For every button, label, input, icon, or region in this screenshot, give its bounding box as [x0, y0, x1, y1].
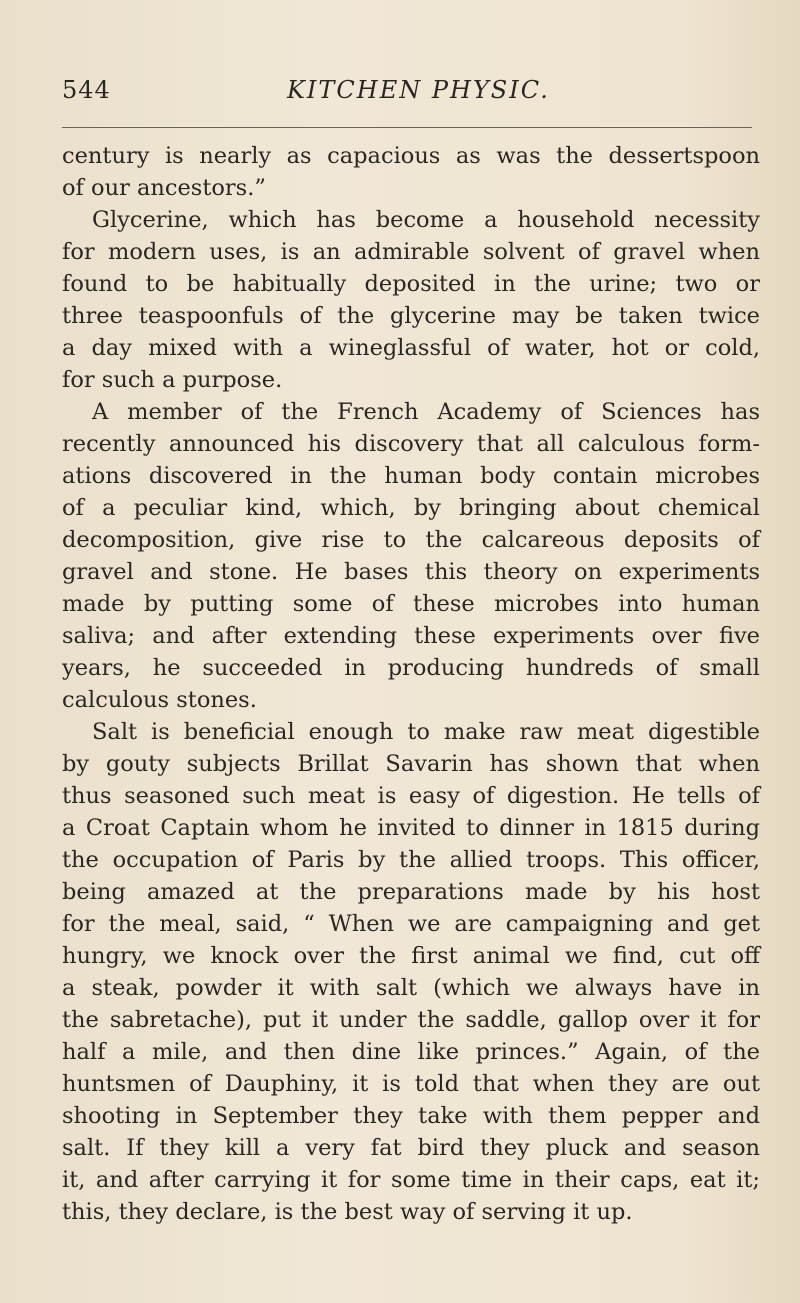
text-line: found to be habitually deposited in the urine; two or — [62, 271, 760, 297]
text-line: this, they declare, is the best way of serving it up. — [62, 1199, 633, 1225]
text-line: by gouty subjects Brillat Savarin has shown that when — [62, 751, 760, 777]
text-line: of our ancestors.” — [62, 175, 266, 201]
text-line: recently announced his discovery that all calculous form- — [62, 431, 760, 457]
text-line: years, he succeeded in producing hundreds of small — [62, 655, 760, 681]
text-line: three teaspoonfuls of the glycerine may be taken twice — [62, 303, 760, 329]
page-number: 544 — [62, 76, 111, 104]
text-line: made by putting some of these microbes into human — [62, 591, 760, 617]
text-line: the occupation of Paris by the allied troops. This officer, — [62, 847, 760, 873]
text-line: calculous stones. — [62, 687, 257, 713]
page-header — [62, 76, 752, 116]
header-rule — [62, 127, 752, 128]
text-line: a steak, powder it with salt (which we always have in — [62, 975, 760, 1001]
text-line: a Croat Captain whom he invited to dinner in 1815 during — [62, 815, 760, 841]
text-line: shooting in September they take with them pepper and — [62, 1103, 760, 1129]
text-line: century is nearly as capacious as was the dessertspoon — [62, 143, 760, 169]
text-line: gravel and stone. He bases this theory on experiments — [62, 559, 760, 585]
paragraph-start-line: Glycerine, which has become a household necessity — [92, 207, 760, 233]
paragraph-start-line: Salt is beneficial enough to make raw meat digestible — [92, 719, 760, 745]
text-line: for modern uses, is an admirable solvent of gravel when — [62, 239, 760, 265]
text-line: hungry, we knock over the first animal we find, cut off — [62, 943, 760, 969]
text-line: decomposition, give rise to the calcareous deposits of — [62, 527, 760, 553]
text-line: ations discovered in the human body contain microbes — [62, 463, 760, 489]
body-text — [62, 140, 760, 1228]
text-line: salt. If they kill a very fat bird they pluck and season — [62, 1135, 760, 1161]
text-line: thus seasoned such meat is easy of digestion. He tells of — [62, 783, 760, 809]
text-line: being amazed at the preparations made by his host — [62, 879, 760, 905]
text-line: half a mile, and then dine like princes.” Again, of the — [62, 1039, 760, 1065]
running-title: KITCHEN PHYSIC. — [287, 76, 550, 104]
text-line: the sabretache), put it under the saddle, gallop over it for — [62, 1007, 760, 1033]
text-line: of a peculiar kind, which, by bringing about chemical — [62, 495, 760, 521]
text-line: it, and after carrying it for some time in their caps, eat it; — [62, 1167, 760, 1193]
text-line: saliva; and after extending these experiments over five — [62, 623, 760, 649]
text-line: huntsmen of Dauphiny, it is told that when they are out — [62, 1071, 760, 1097]
paragraph-start-line: A member of the French Academy of Sciences has — [92, 399, 760, 425]
text-line: a day mixed with a wineglassful of water, hot or cold, — [62, 335, 760, 361]
text-line: for the meal, said, “ When we are campaigning and get — [62, 911, 760, 937]
text-line: for such a purpose. — [62, 367, 283, 393]
